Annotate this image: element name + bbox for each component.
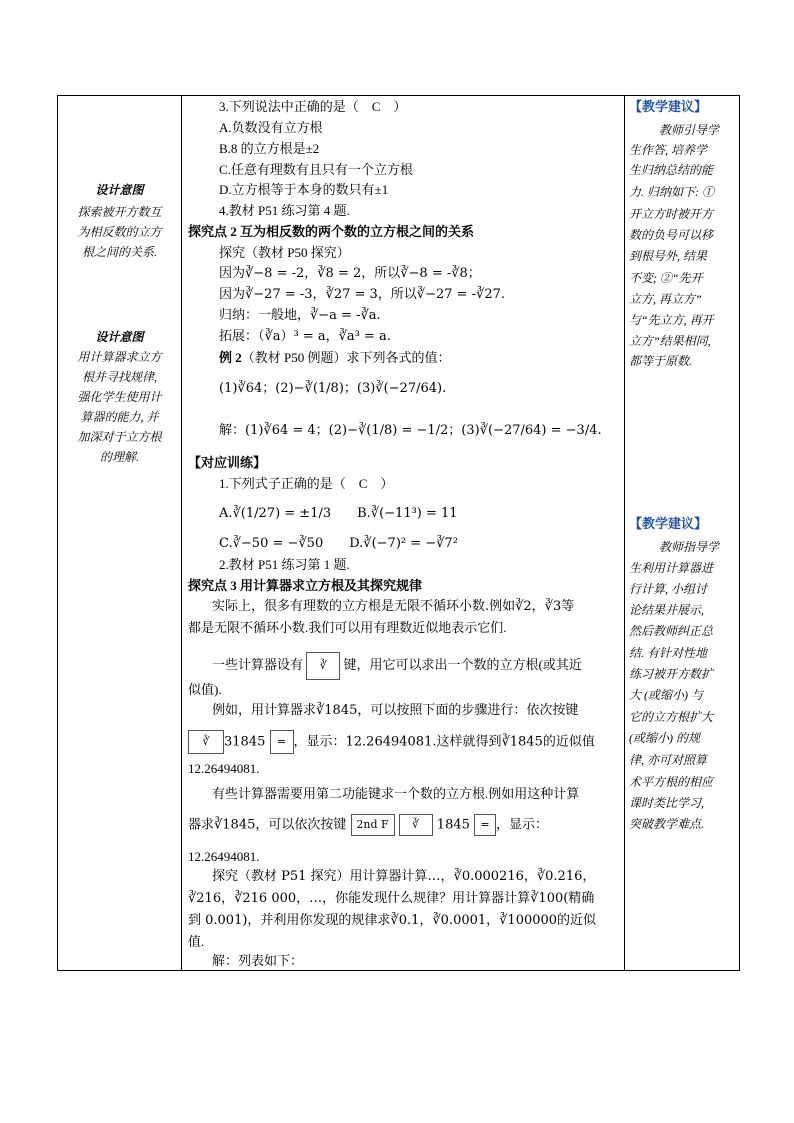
design-intent-line: 探索被开方数互 [77,205,162,219]
suggestion-line: 结. 有针对性地 [629,646,708,660]
training-2: 2.教材 P51 练习第 1 题. [219,557,350,572]
suggestion-line: 术平方根的相应 [629,775,714,789]
paragraph-3-line-1: 例如，用计算器求∛1845，可以按照下面的步骤进行：依次按键 [212,703,579,718]
suggestion-line: 到根号外, 结果 [629,249,708,263]
column-divider-left [181,96,182,970]
generalization: 归纳：一般地，∛−a = -∛a. [219,308,381,323]
option-b: B.8 的立方根是±2 [219,141,320,156]
suggestion-line: 大 (或缩小) 与 [629,688,703,702]
paragraph-3-line-3: 12.26494081. [188,761,260,776]
suggestion-line: 行计算, 小组讨 [629,582,708,596]
suggestion-line: 教师引导学 [659,123,720,137]
design-intent-line: 强化学生使用计 [77,390,162,404]
suggestion-line: 与“先立方, 再开 [629,313,714,327]
cube-root-line-b: 因为∛−27 = -3，∛27 = 3，所以∛−27 = -∛27. [219,287,506,302]
paragraph-2-text-a: 一些计算器设有 [212,656,304,672]
paragraph-1-line-2: 都是无限不循环小数.我们可以用有理数近似地表示它们. [188,620,507,635]
paragraph-4-line-3: 12.26494081. [188,849,260,864]
training-1-cd: C.∛−50 = −∛50 D.∛(−7)² = −∛7² [219,536,458,551]
suggestion-line: 生归纳总结的能 [629,163,714,177]
design-intent-title-2: 设计意图 [95,330,144,344]
example-2-text: （教材 P50 例题）求下列各式的值： [241,350,451,365]
lesson-table [57,95,740,971]
paragraph-5-line-4: 值. [188,934,205,949]
paragraph-3-line-2 [188,730,595,754]
suggestion-line: 教师指导学 [659,540,720,554]
question-3: 3.下列说法中正确的是（ C ） [219,99,407,114]
paragraph-4-line-1: 有些计算器需要用第二功能键求一个数的立方根.例如用这种计算 [212,786,580,801]
key-sequence-number: 1845 [436,817,470,833]
question-4: 4.教材 P51 练习第 4 题. [219,203,350,218]
suggestion-line: 论结果并展示, [629,603,705,617]
cube-root-key-icon: ∛ [399,814,433,836]
suggestion-line: 开立方时被开方 [629,207,714,221]
paragraph-5-line-2: ∛216，∛216 000，…，你能发现什么规律？用计算器计算∛100(精确 [188,891,595,906]
equals-key-icon: = [474,814,496,836]
training-heading: 【对应训练】 [188,455,267,470]
example-answer: 解：(1)∛64 = 4；(2)−∛(1/8) = −1/2；(3)∛(−27/64) = −3/4. [219,423,602,438]
cube-root-key-icon: ∛ [306,652,340,680]
equals-key-icon: = [270,730,294,754]
paragraph-4-text-b: ，显示： [496,817,549,833]
design-intent-line: 加深对于立方根 [77,430,162,444]
paragraph-5-line-1: 探究（教材 P51 探究）用计算器计算…，∛0.000216，∛0.216， [212,869,596,884]
cube-root-line-a: 因为∛−8 = -2，∛8 = 2，所以∛−8 = -∛8； [219,266,481,281]
suggestion-line: 生作答, 培养学 [629,143,708,157]
suggestion-title-1: 【教学建议】 [629,99,708,114]
paragraph-2-text-b: 键，用它可以求出一个数的立方根(或其近 [343,656,582,672]
design-intent-line: 根并寻找规律, [81,370,157,384]
suggestion-line: 不变; ②“先开 [629,271,703,285]
design-intent-line: 为相反数的立方 [77,225,162,239]
suggestion-line: 律, 亦可对照算 [629,753,708,767]
option-d: D.立方根等于本身的数只有±1 [219,182,389,197]
point-2-heading: 探究点 2 互为相反数的两个数的立方根之间的关系 [188,224,475,239]
training-1: 1.下列式子正确的是（ C ） [219,476,394,491]
training-1-ab: A.∛(1/27) = ±1/3 B.∛(−11³) = 11 [219,506,458,521]
paragraph-5-line-3: 到 0.001)，并利用你发现的规律求∛0.1，∛0.0001，∛100000的近似 [188,913,597,928]
example-items: (1)∛64；(2)−∛(1/8)；(3)∛(−27/64). [219,381,447,396]
option-a: A.负数没有立方根 [219,120,323,135]
suggestion-line: 生利用计算器进 [629,561,714,575]
option-c: C.任意有理数有且只有一个立方根 [219,162,413,177]
suggestion-line: (或缩小) 的规 [629,731,700,745]
second-function-key-icon: 2nd F [351,814,395,836]
suggestion-line: 练习被开方数扩 [629,667,714,681]
extension: 拓展：（∛a）³ = a，∛a³ = a. [219,329,391,344]
paragraph-4-line-2 [188,814,548,836]
suggestion-line: 它的立方根扩大 [629,710,714,724]
suggestion-line: 然后教师纠正总 [629,624,714,638]
design-intent-line: 根之间的关系. [81,245,157,259]
point-3-heading: 探究点 3 用计算器求立方根及其探究规律 [188,578,423,593]
design-intent-title-1: 设计意图 [95,183,144,197]
paragraph-3-rest: ，显示：12.26494081.这样就得到∛1845的近似值 [293,734,595,750]
design-intent-line: 算器的能力, 并 [80,410,159,424]
suggestion-line: 立方”结果相同, [629,334,711,348]
suggestion-line: 课时类比学习, [629,796,705,810]
paragraph-2-line-1 [212,652,582,680]
paragraph-1-line-1: 实际上，很多有理数的立方根是无限不循环小数.例如∛2，∛3等 [212,599,575,614]
suggestion-line: 数的负号可以移 [629,228,714,242]
column-divider-right [624,96,625,970]
answer-list: 解：列表如下： [212,953,304,968]
cube-root-key-icon: ∛ [188,730,224,754]
paragraph-2-line-2: 似值). [188,682,222,697]
suggestion-line: 突破教学难点. [629,817,705,831]
explore-1: 探究（教材 P50 探究） [219,245,350,260]
example-2 [219,350,451,366]
suggestion-line: 都等于原数. [629,354,693,368]
paragraph-4-text-a: 器求∛1845，可以依次按键 [188,817,347,833]
design-intent-line: 的理解. [99,450,139,464]
design-intent-line: 用计算器求立方 [77,350,162,364]
suggestion-title-2: 【教学建议】 [629,516,708,531]
suggestion-line: 立方, 再立方” [629,292,702,306]
example-2-label: 例 2 [219,350,242,365]
key-sequence-number: 31845 [224,734,266,750]
suggestion-line: 力. 归纳如下: ① [629,185,714,199]
